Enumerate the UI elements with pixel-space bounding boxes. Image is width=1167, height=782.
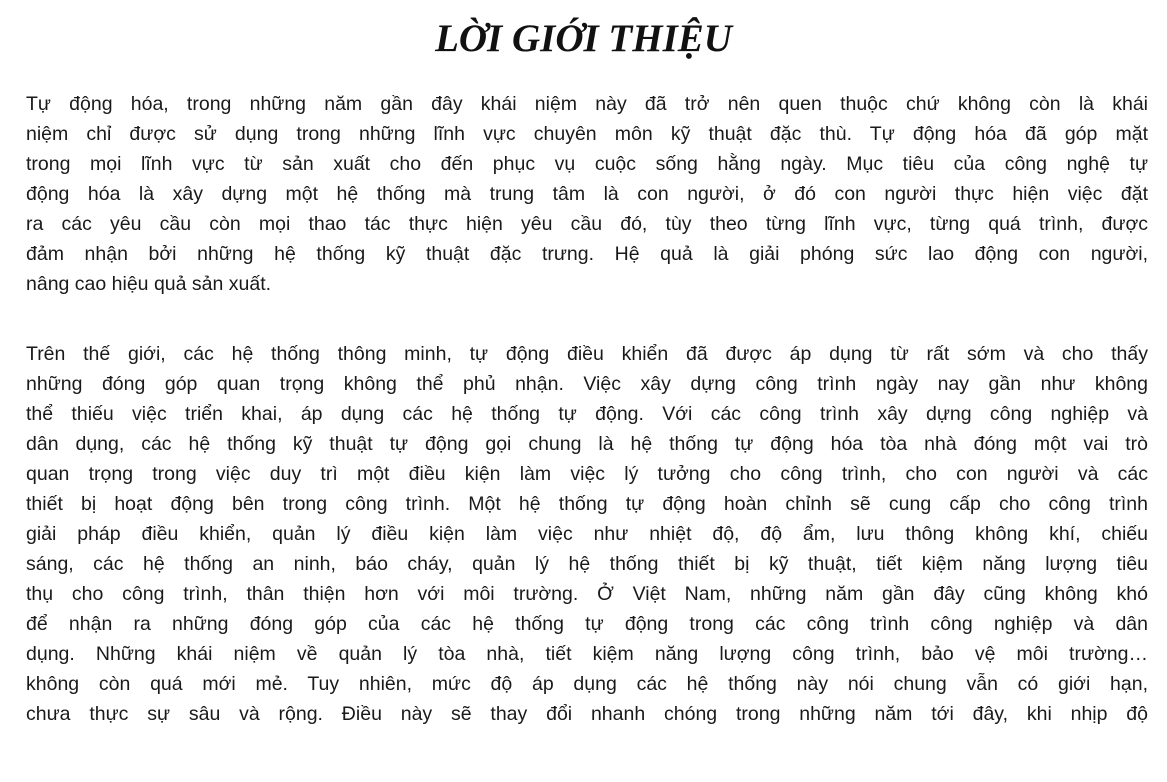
text-line: ra các yêu cầu còn mọi thao tác thực hiện yêu cầu đó, tùy theo từng lĩnh vực, từng quá trình, được xyxy=(26,213,1148,235)
text-line: Tự động hóa, trong những năm gần đây khái niệm này đã trở nên quen thuộc chứ không còn là khái xyxy=(26,93,1148,115)
paragraph-1 xyxy=(26,89,1148,299)
text-line: đảm nhận bởi những hệ thống kỹ thuật đặc trưng. Hệ quả là giải phóng sức lao động con người, xyxy=(26,243,1148,265)
text-line: nâng cao hiệu quả sản xuất. xyxy=(26,273,272,295)
text-line: động hóa là xây dựng một hệ thống mà trung tâm là con người, ở đó con người thực hiện việc đặt xyxy=(26,183,1148,205)
text-line: những đóng góp quan trọng không thể phủ nhận. Việc xây dựng công trình ngày nay gần như không xyxy=(26,373,1148,395)
text-line: dụng. Những khái niệm về quản lý tòa nhà, tiết kiệm năng lượng công trình, bảo vệ môi trường… xyxy=(26,643,1148,665)
text-line: giải pháp điều khiển, quản lý điều kiện làm việc như nhiệt độ, độ ẩm, lưu thông không khí, chiếu xyxy=(26,523,1148,545)
text-line: thụ cho công trình, thân thiện hơn với môi trường. Ở Việt Nam, những năm gần đây cũng không khó xyxy=(26,583,1148,605)
text-line: Trên thế giới, các hệ thống thông minh, tự động điều khiển đã được áp dụng từ rất sớm và cho thấy xyxy=(26,343,1148,365)
text-line: để nhận ra những đóng góp của các hệ thống tự động trong các công trình công nghiệp và dân xyxy=(26,613,1148,635)
page-title: LỜI GIỚI THIỆU xyxy=(435,17,732,60)
text-line: dân dụng, các hệ thống kỹ thuật tự động gọi chung là hệ thống tự động hóa tòa nhà đóng một vai trò xyxy=(26,433,1148,455)
text-line: không còn quá mới mẻ. Tuy nhiên, mức độ áp dụng các hệ thống này nói chung vẫn có giới hạn, xyxy=(26,673,1148,695)
text-line: thiết bị hoạt động bên trong công trình. Một hệ thống tự động hoàn chỉnh sẽ cung cấp cho công trình xyxy=(26,493,1148,515)
text-line: thể thiếu việc triển khai, áp dụng các hệ thống tự động. Với các công trình xây dựng công nghiệp và xyxy=(26,403,1148,425)
text-line: trong mọi lĩnh vực từ sản xuất cho đến phục vụ cuộc sống hằng ngày. Mục tiêu của công nghệ tự xyxy=(26,153,1148,175)
text-line: chưa thực sự sâu và rộng. Điều này sẽ thay đổi nhanh chóng trong những năm tới đây, khi nhịp độ xyxy=(26,703,1148,725)
text-line: niệm chỉ được sử dụng trong những lĩnh vực chuyên môn kỹ thuật đặc thù. Tự động hóa đã góp mặt xyxy=(26,123,1148,145)
text-line: quan trọng trong việc duy trì một điều kiện làm việc lý tưởng cho công trình, cho con người và các xyxy=(26,463,1148,485)
paragraph-2 xyxy=(26,339,1148,729)
text-line: sáng, các hệ thống an ninh, báo cháy, quản lý hệ thống thiết bị kỹ thuật, tiết kiệm năng lượng tiêu xyxy=(26,553,1148,575)
